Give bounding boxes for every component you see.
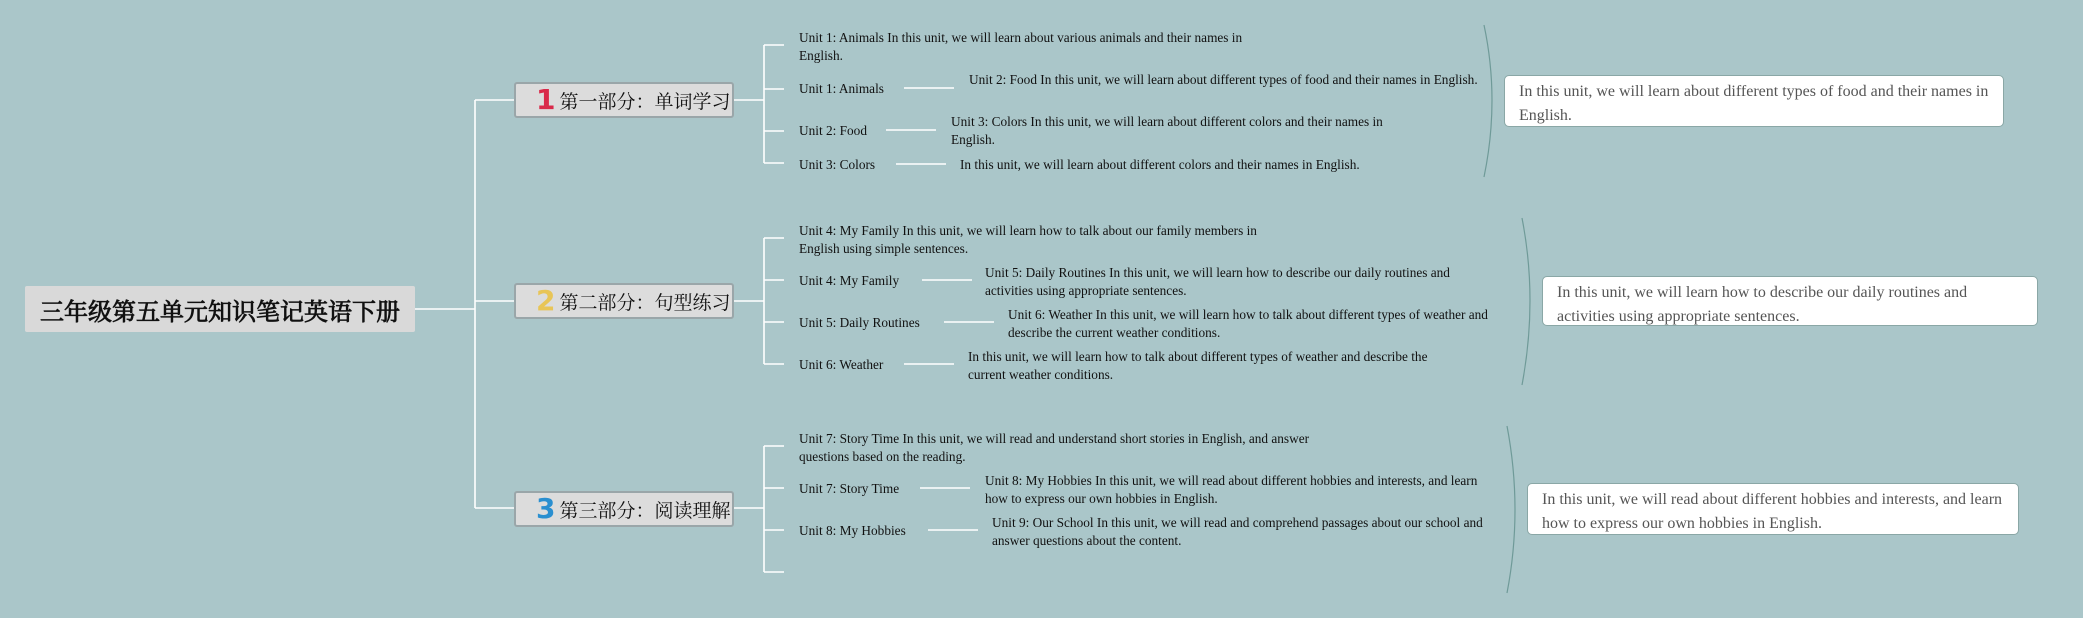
summary-box-1[interactable]: In this unit, we will learn about different types of food and their names in English.: [1504, 75, 2004, 127]
unit-desc[interactable]: Unit 8: My Hobbies In this unit, we will read about different hobbies and interests, and learn how to express our own hobbies in English.: [985, 473, 1478, 506]
unit-label[interactable]: Unit 6: Weather: [799, 357, 884, 372]
unit-desc[interactable]: Unit 5: Daily Routines In this unit, we will learn how to describe our daily routines and activities using appropriate sentences.: [985, 265, 1450, 298]
branch-part-2[interactable]: [514, 283, 734, 319]
unit-label[interactable]: Unit 1: Animals: [799, 81, 884, 96]
unit-desc[interactable]: Unit 6: Weather In this unit, we will learn how to talk about different types of weather and describe the current weather conditions.: [1008, 307, 1488, 340]
unit-desc[interactable]: Unit 2: Food In this unit, we will learn about different types of food and their names in English.: [969, 72, 1478, 87]
branch-label: 第一部分：单词学习: [559, 90, 731, 113]
summary-box-2[interactable]: In this unit, we will learn how to describe our daily routines and activities using appropriate sentences.: [1542, 276, 2038, 326]
intro-note[interactable]: Unit 4: My Family In this unit, we will learn how to talk about our family members in English using simple sentences.: [799, 223, 1257, 256]
unit-desc[interactable]: In this unit, we will learn about different colors and their names in English.: [960, 157, 1360, 172]
root-topic[interactable]: [25, 286, 415, 332]
summary-box-3[interactable]: In this unit, we will read about different hobbies and interests, and learn how to express our own hobbies in English.: [1527, 483, 2019, 535]
number-badge-2: 2: [536, 284, 556, 317]
number-badge-3: 3: [536, 492, 556, 525]
number-badge-1: 1: [536, 83, 556, 116]
unit-label[interactable]: Unit 5: Daily Routines: [799, 315, 920, 330]
intro-note[interactable]: Unit 7: Story Time In this unit, we will read and understand short stories in English, and answer questions based on the reading.: [799, 431, 1310, 464]
unit-label[interactable]: Unit 8: My Hobbies: [799, 523, 906, 538]
unit-label[interactable]: Unit 2: Food: [799, 123, 867, 138]
branch-label: 第三部分：阅读理解: [559, 499, 731, 522]
unit-label[interactable]: Unit 3: Colors: [799, 157, 876, 172]
intro-note[interactable]: Unit 1: Animals In this unit, we will learn about various animals and their names in English.: [799, 30, 1243, 63]
unit-desc[interactable]: Unit 9: Our School In this unit, we will read and comprehend passages about our school and answer questions about the content.: [992, 515, 1483, 548]
unit-desc[interactable]: In this unit, we will learn how to talk about different types of weather and describe the current weather conditions.: [968, 349, 1428, 382]
root-title: 三年级第五单元知识笔记英语下册: [40, 297, 400, 326]
unit-label[interactable]: Unit 7: Story Time: [799, 481, 900, 496]
branch-part-1[interactable]: [514, 82, 734, 118]
unit-label[interactable]: Unit 4: My Family: [799, 273, 900, 288]
branch-label: 第二部分：句型练习: [559, 291, 731, 314]
unit-desc[interactable]: Unit 3: Colors In this unit, we will learn about different colors and their names in English.: [951, 114, 1383, 147]
branch-part-3[interactable]: [514, 491, 734, 527]
